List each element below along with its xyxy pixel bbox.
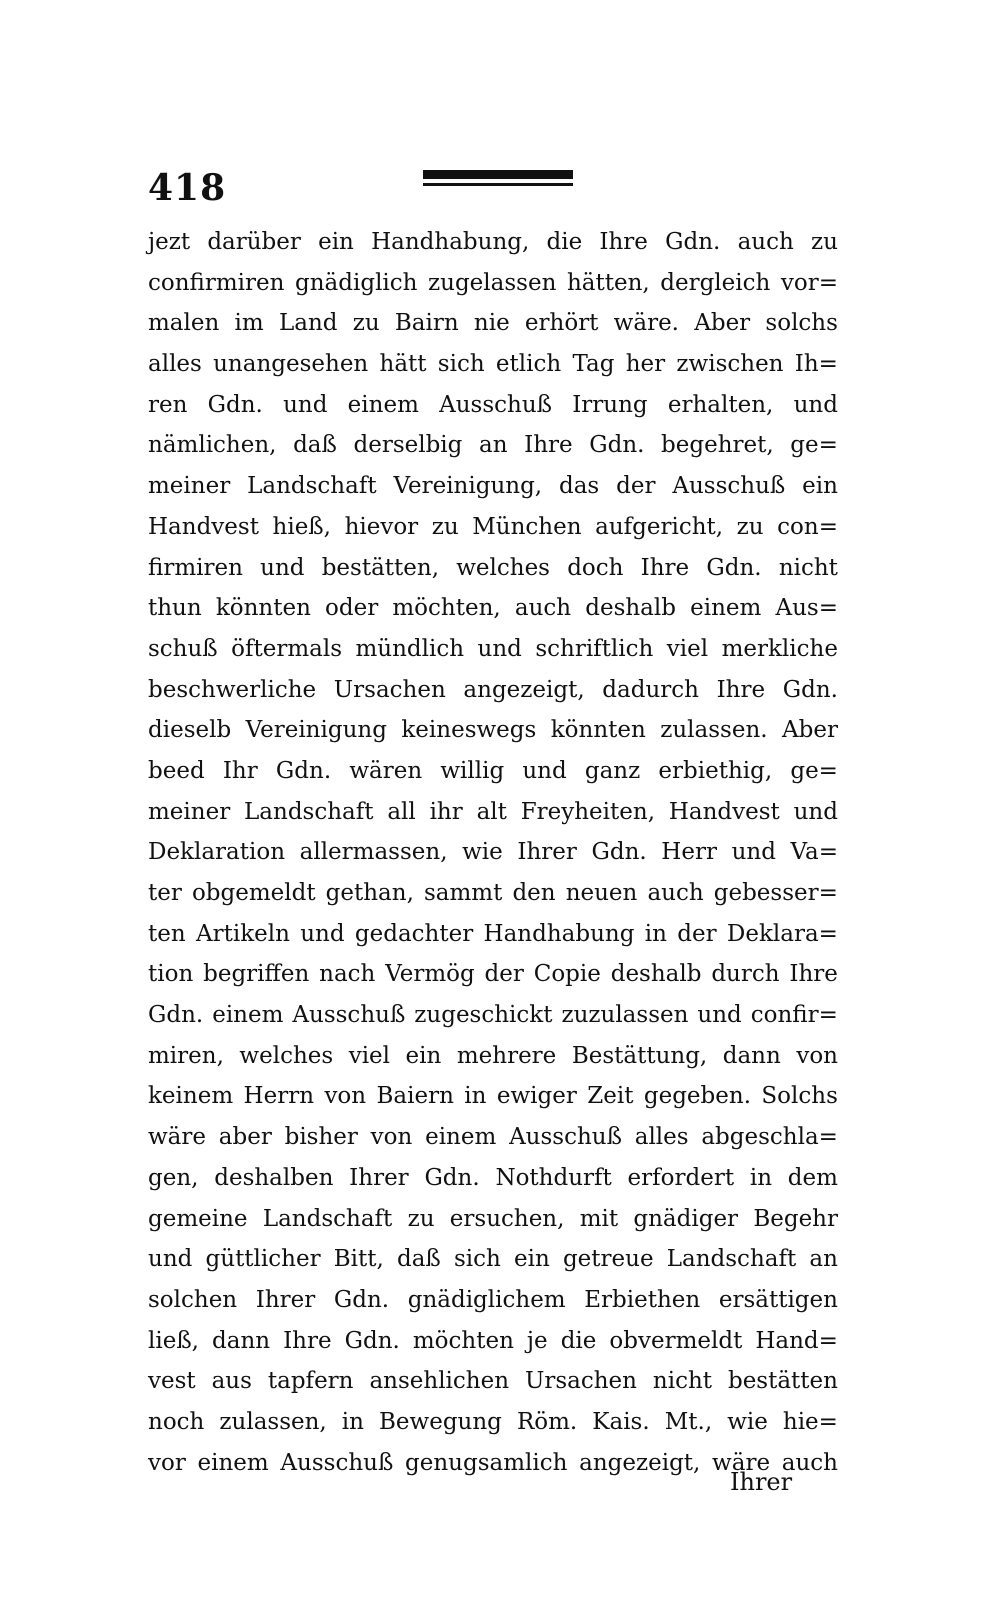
text-line: meiner Landschaft all ihr alt Freyheiten, Handvest und — [148, 798, 838, 825]
text-line: jezt darüber ein Handhabung, die Ihre Gdn. auch zu — [148, 229, 838, 255]
text-line: meiner Landschaft Vereinigung, das der Ausschuß ein — [148, 473, 838, 500]
text-line: nämlichen, daß derselbig an Ihre Gdn. begehret, ge= — [148, 432, 838, 459]
text-line: Gdn. einem Ausschuß zugeschickt zuzulassen und confir= — [148, 1002, 838, 1029]
text-line: und güttlicher Bitt, daß sich ein getreue Landschaft an — [148, 1246, 838, 1273]
text-line: ren Gdn. und einem Ausschuß Irrung erhalten, und — [148, 391, 838, 418]
text-line: Deklaration allermassen, wie Ihrer Gdn. Herr und Va= — [148, 839, 838, 866]
text-line: confirmiren gnädiglich zugelassen hätten, dergleich vor= — [148, 269, 838, 296]
text-line: beed Ihr Gdn. wären willig und ganz erbiethig, ge= — [148, 757, 838, 784]
text-line: ließ, dann Ihre Gdn. möchten je die obvermeldt Hand= — [148, 1327, 838, 1354]
text-line: ter obgemeldt gethan, sammt den neuen auch gebesser= — [148, 880, 838, 906]
text-line: keinem Herrn von Baiern in ewiger Zeit gegeben. Solchs — [148, 1083, 838, 1110]
text-block — [148, 222, 838, 1483]
text-line: beschwerliche Ursachen angezeigt, dadurch Ihre Gdn. — [148, 676, 838, 703]
text-line: vor einem Ausschuß genugsamlich angezeigt, wäre auch — [148, 1449, 838, 1476]
header-rule-thick — [423, 170, 573, 179]
text-line: malen im Land zu Bairn nie erhört wäre. Aber solchs — [148, 310, 838, 337]
header-rule — [423, 170, 573, 190]
text-line: miren, welches viel ein mehrere Bestättung, dann von — [148, 1042, 838, 1069]
page-number: 418 — [148, 167, 227, 209]
text-line: schuß öftermals mündlich und schriftlich viel merkliche — [148, 635, 838, 662]
text-line: gemeine Landschaft zu ersuchen, mit gnädiger Begehr — [148, 1205, 838, 1232]
text-line: wäre aber bisher von einem Ausschuß alles abgeschla= — [148, 1124, 838, 1151]
text-line: tion begriffen nach Vermög der Copie deshalb durch Ihre — [148, 961, 838, 988]
header-rule-thin — [423, 183, 573, 186]
text-line: Handvest hieß, hievor zu München aufgericht, zu con= — [148, 513, 838, 540]
text-line: vest aus tapfern ansehlichen Ursachen nicht bestätten — [148, 1368, 838, 1395]
catchword: Ihrer — [730, 1468, 793, 1496]
text-line: dieselb Vereinigung keineswegs könnten zulassen. Aber — [148, 717, 838, 744]
text-line: ten Artikeln und gedachter Handhabung in der Deklara= — [148, 920, 838, 947]
text-line: solchen Ihrer Gdn. gnädiglichem Erbiethen ersättigen — [148, 1286, 838, 1313]
text-line: gen, deshalben Ihrer Gdn. Nothdurft erfordert in dem — [148, 1164, 838, 1191]
text-line: alles unangesehen hätt sich etlich Tag her zwischen Ih= — [148, 351, 838, 378]
text-line: firmiren und bestätten, welches doch Ihre Gdn. nicht — [148, 554, 838, 581]
text-line: noch zulassen, in Bewegung Röm. Kais. Mt., wie hie= — [148, 1408, 838, 1435]
text-line: thun könnten oder möchten, auch deshalb einem Aus= — [148, 595, 838, 622]
